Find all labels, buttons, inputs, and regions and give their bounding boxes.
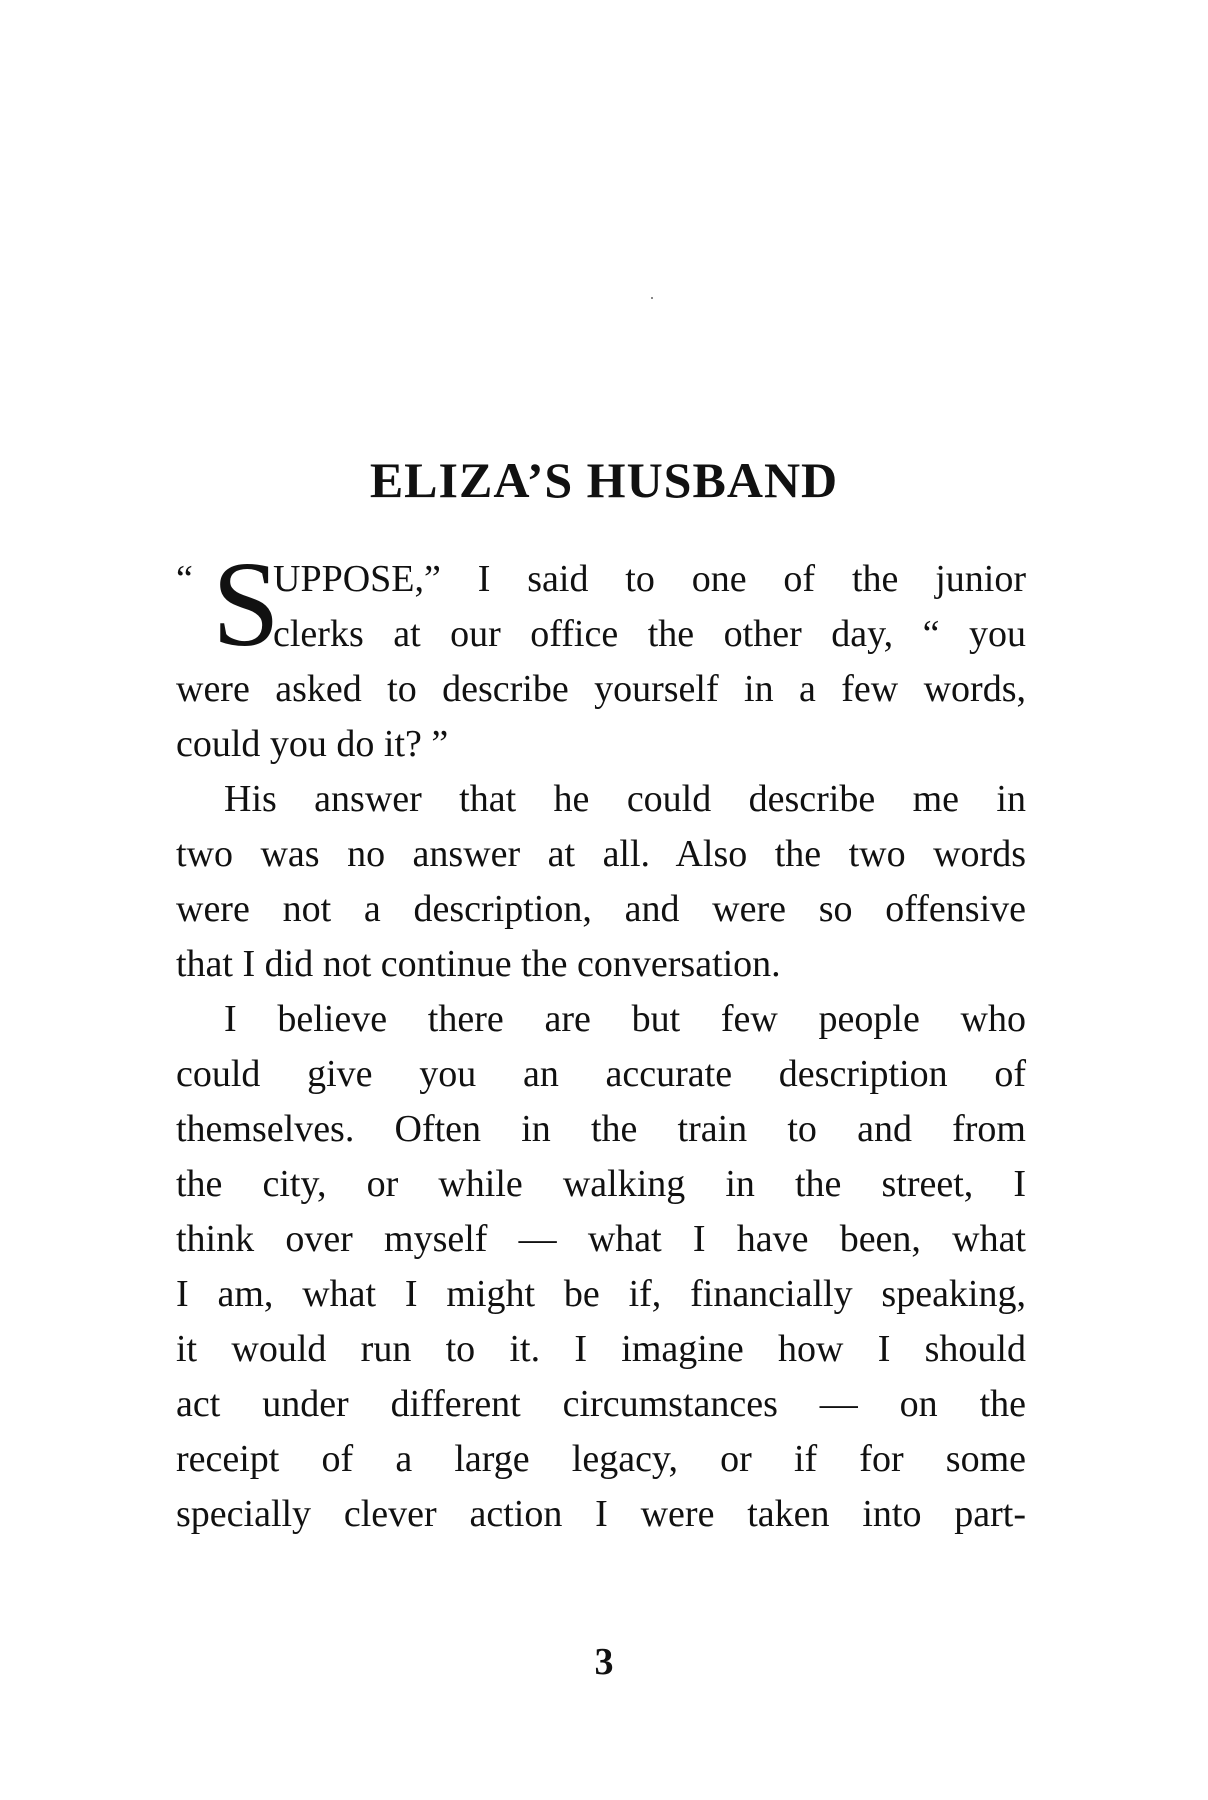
text-line: could give you an accurate description of: [176, 1053, 1026, 1095]
text-line: His answer that he could describe me in: [224, 778, 1026, 820]
text-line: it would run to it. I imagine how I should: [176, 1328, 1026, 1370]
chapter-title: ELIZA’S HUSBAND: [369, 452, 839, 508]
chapter-body: [176, 537, 1026, 1542]
text-line: the city, or while walking in the street, I: [176, 1163, 1026, 1205]
text-line: that I did not continue the conversation.: [176, 943, 781, 985]
text-line: act under different circumstances — on the: [176, 1383, 1026, 1425]
text-line: clerks at our office the other day, “ you: [273, 613, 1026, 655]
text-line: I believe there are but few people who: [224, 998, 1026, 1040]
opening-quote-mark: “: [176, 558, 193, 600]
text-line: were not a description, and were so offensive: [176, 888, 1026, 930]
text-line: specially clever action I were taken into part-: [176, 1493, 1026, 1535]
text-line: receipt of a large legacy, or if for some: [176, 1438, 1026, 1480]
page-number: 3: [594, 1641, 614, 1683]
text-line: were asked to describe yourself in a few words,: [176, 668, 1026, 710]
text-line: could you do it? ”: [176, 723, 449, 765]
drop-cap-letter: S: [212, 537, 280, 672]
text-line: themselves. Often in the train to and from: [176, 1108, 1026, 1150]
text-line: I am, what I might be if, financially speaking,: [176, 1273, 1026, 1315]
text-line: think over myself — what I have been, what: [176, 1218, 1026, 1260]
paper-speck: [651, 297, 653, 299]
opening-line-text: UPPOSE,” I said to one of the junior: [273, 558, 1026, 600]
text-line: two was no answer at all. Also the two words: [176, 833, 1026, 875]
